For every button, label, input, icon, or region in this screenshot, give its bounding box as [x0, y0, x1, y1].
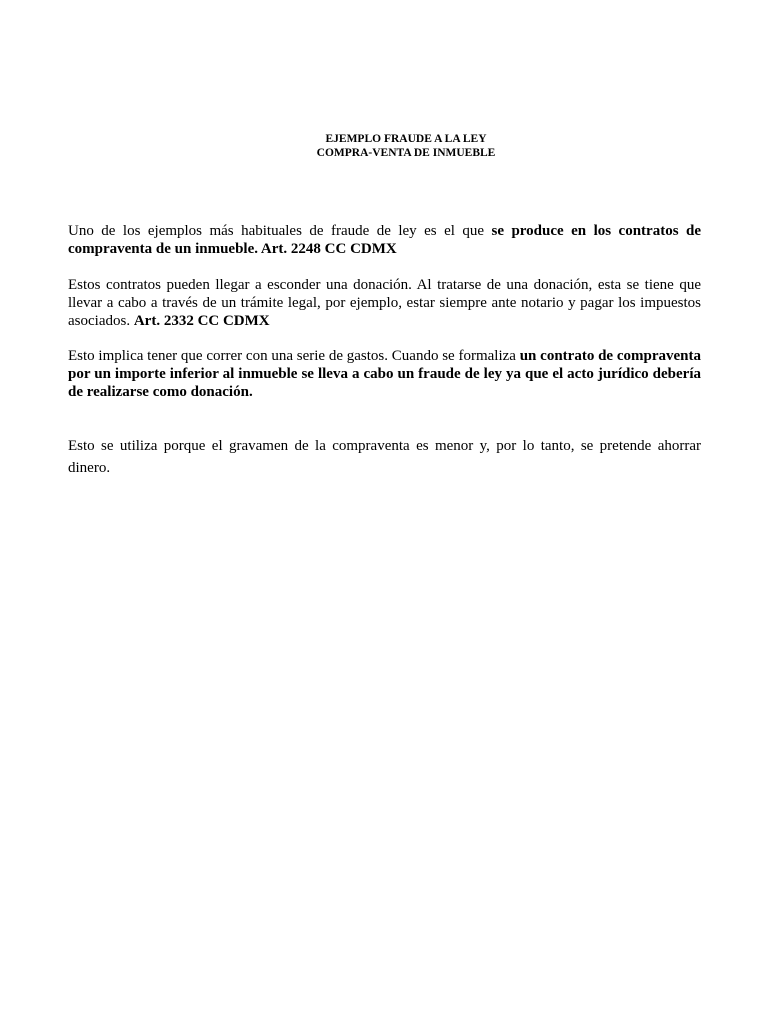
paragraph-3	[68, 347, 701, 401]
paragraph-2-text: Estos contratos pueden llegar a esconder una donación. Al tratarse de una donación, esta se tiene que llevar a cabo a través de un trámite legal, por ejemplo, estar siempre ante notario y pagar los impuestos asociados.	[68, 277, 701, 329]
paragraph-3-text: Esto implica tener que correr con una serie de gastos. Cuando se formaliza	[68, 348, 520, 364]
paragraph-2-bold: Art. 2332 CC CDMX	[133, 313, 270, 329]
paragraph-4-text: Esto se utiliza porque el gravamen de la compraventa es menor y, por lo tanto, se pretende ahorrar dinero.	[68, 438, 701, 476]
paragraph-1-bold: se produce en los contratos de compraventa de un inmueble. Art. 2248 CC CDMX	[68, 223, 701, 257]
document-title	[0, 132, 768, 160]
paragraph-2	[68, 276, 701, 330]
paragraph-1-text: Uno de los ejemplos más habituales de fraude de ley es el que	[68, 223, 492, 239]
title-line-1: EJEMPLO FRAUDE A LA LEY	[325, 133, 487, 145]
paragraph-4	[68, 435, 701, 479]
paragraph-3-bold: un contrato de compraventa por un importe inferior al inmueble se lleva a cabo un fraude de ley ya que el acto jurídico debería de realizarse como donación.	[68, 348, 701, 400]
paragraph-1	[68, 222, 701, 258]
title-line-2: COMPRA-VENTA DE INMUEBLE	[316, 147, 496, 159]
